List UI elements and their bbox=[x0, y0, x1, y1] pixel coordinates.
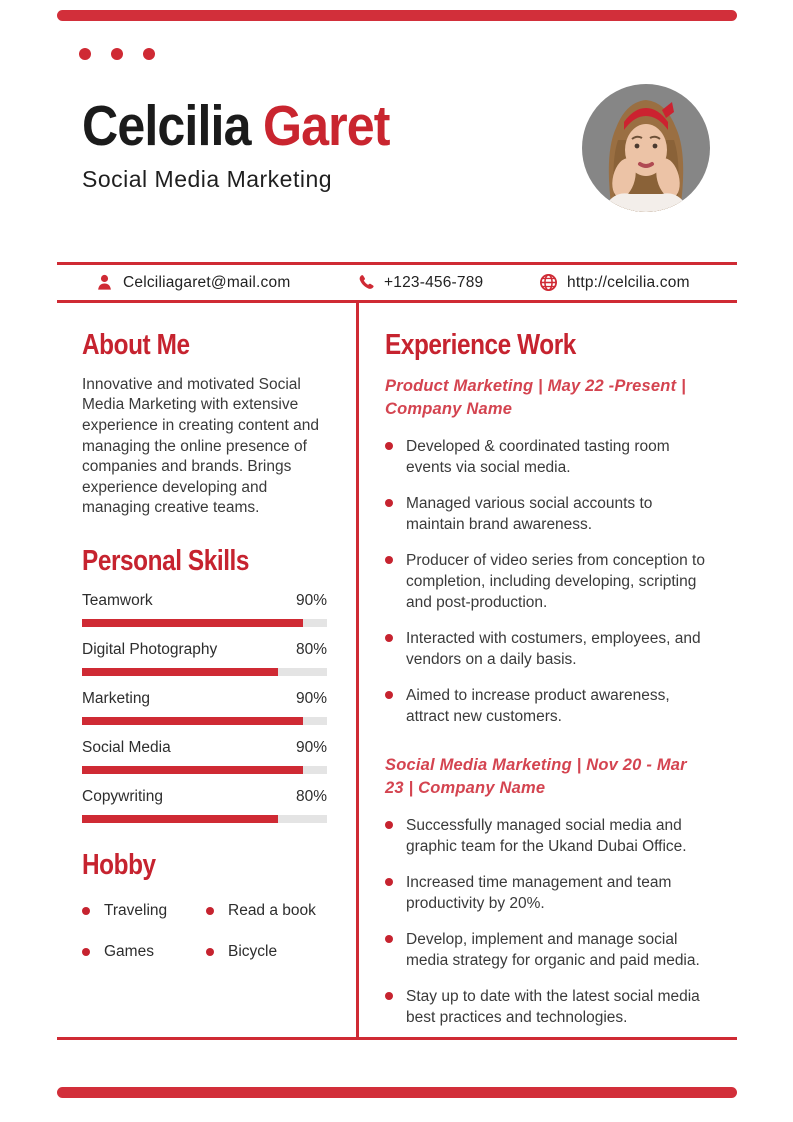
bullet-text: Successfully managed social media and graphic team for the Ukand Dubai Office. bbox=[406, 816, 687, 855]
bottom-accent-bar bbox=[57, 1087, 737, 1098]
skill-head bbox=[82, 592, 327, 610]
decorative-dots bbox=[79, 48, 155, 60]
hobby-label: Bicycle bbox=[228, 942, 278, 960]
bullet-text: Interacted with costumers, employees, and vendors on a daily basis. bbox=[406, 629, 701, 668]
hobby-item bbox=[206, 943, 332, 961]
bullet-item bbox=[385, 815, 715, 857]
experience-heading: Experience Work bbox=[385, 329, 576, 361]
profile-photo bbox=[582, 84, 710, 212]
skill-bar-track bbox=[82, 619, 327, 627]
skill-bar-track bbox=[82, 815, 327, 823]
skill-label: Copywriting bbox=[82, 787, 163, 805]
job-title-subtitle: Social Media Marketing bbox=[82, 165, 333, 192]
skill-bar-fill bbox=[82, 619, 303, 627]
dot-icon bbox=[143, 48, 155, 60]
skill-bar-fill bbox=[82, 668, 278, 676]
skill-row bbox=[82, 739, 332, 774]
hobby-heading: Hobby bbox=[82, 848, 156, 881]
email-text: Celciliagaret@mail.com bbox=[123, 273, 291, 291]
bullet-dot-icon bbox=[206, 907, 214, 915]
job-entry bbox=[385, 375, 715, 727]
bullet-dot-icon bbox=[82, 948, 90, 956]
bullet-text: Aimed to increase product awareness, attract new customers. bbox=[406, 686, 670, 725]
skill-row bbox=[82, 788, 332, 823]
hobby-item bbox=[82, 902, 206, 920]
first-name: Celcilia bbox=[82, 94, 251, 158]
bullet-dot-icon bbox=[385, 556, 393, 564]
skill-percent: 90% bbox=[295, 738, 327, 756]
skill-bar-track bbox=[82, 717, 327, 725]
contact-website bbox=[539, 265, 690, 300]
skill-bar-track bbox=[82, 668, 327, 676]
bullet-item bbox=[385, 436, 715, 478]
bullet-dot-icon bbox=[385, 499, 393, 507]
column-divider bbox=[356, 303, 359, 1037]
bullet-dot-icon bbox=[82, 907, 90, 915]
contact-email bbox=[95, 265, 290, 300]
skill-head bbox=[82, 788, 327, 806]
bullet-item bbox=[385, 550, 715, 613]
profile-photo-illustration bbox=[582, 84, 710, 212]
personal-skills-heading: Personal Skills bbox=[82, 545, 250, 578]
bullet-item bbox=[385, 685, 715, 727]
bullet-text: Producer of video series from conception to completion, including developing, scripting and post-production. bbox=[406, 551, 705, 611]
contact-phone bbox=[357, 265, 483, 300]
bullet-text: Managed various social accounts to maintain brand awareness. bbox=[406, 494, 653, 533]
phone-text: +123-456-789 bbox=[384, 273, 484, 291]
hobby-item bbox=[206, 902, 332, 920]
main-content bbox=[57, 303, 737, 1040]
contact-bar bbox=[57, 262, 737, 303]
bullet-dot-icon bbox=[385, 878, 393, 886]
bullet-item bbox=[385, 493, 715, 535]
hobby-label: Read a book bbox=[228, 901, 316, 919]
bullet-text: Develop, implement and manage social media strategy for organic and paid media. bbox=[406, 930, 700, 969]
top-accent-bar bbox=[57, 10, 737, 21]
bullet-text: Developed & coordinated tasting room events via social media. bbox=[406, 437, 670, 476]
skill-bar-fill bbox=[82, 815, 278, 823]
hobby-label: Traveling bbox=[104, 901, 168, 919]
bullet-dot-icon bbox=[385, 992, 393, 1000]
left-column bbox=[82, 303, 332, 961]
skill-label: Teamwork bbox=[82, 591, 153, 609]
website-text: http://celcilia.com bbox=[567, 273, 690, 291]
skill-label: Social Media bbox=[82, 738, 171, 756]
skill-head bbox=[82, 739, 327, 757]
skills-list bbox=[82, 592, 332, 823]
bullet-item bbox=[385, 872, 715, 914]
hobby-label: Games bbox=[104, 942, 154, 960]
last-name: Garet bbox=[262, 94, 390, 158]
job-bullets bbox=[385, 436, 715, 727]
job-bullets bbox=[385, 815, 715, 1028]
hobby-list bbox=[82, 902, 332, 961]
skill-bar-track bbox=[82, 766, 327, 774]
skill-bar-fill bbox=[82, 766, 303, 774]
skill-percent: 90% bbox=[295, 689, 327, 707]
hobby-item bbox=[82, 943, 206, 961]
skill-head bbox=[82, 641, 327, 659]
bullet-dot-icon bbox=[385, 935, 393, 943]
jobs-list bbox=[385, 375, 715, 1028]
skill-label: Marketing bbox=[82, 689, 151, 707]
person-icon bbox=[95, 273, 114, 292]
job-title-line: Product Marketing | May 22 -Present | Company Name bbox=[385, 376, 686, 418]
skill-row bbox=[82, 690, 332, 725]
skill-row bbox=[82, 641, 332, 676]
bullet-item bbox=[385, 929, 715, 971]
bullet-item bbox=[385, 628, 715, 670]
skill-label: Digital Photography bbox=[82, 640, 218, 658]
bullet-dot-icon bbox=[385, 691, 393, 699]
skill-row bbox=[82, 592, 332, 627]
right-column bbox=[385, 303, 715, 1028]
skill-percent: 80% bbox=[295, 787, 327, 805]
job-title-line: Social Media Marketing | Nov 20 - Mar 23 | Company Name bbox=[385, 755, 687, 797]
person-name bbox=[82, 94, 390, 160]
dot-icon bbox=[111, 48, 123, 60]
bullet-dot-icon bbox=[206, 948, 214, 956]
header bbox=[82, 94, 432, 193]
job-entry bbox=[385, 754, 715, 1028]
skill-percent: 90% bbox=[295, 591, 327, 609]
dot-icon bbox=[79, 48, 91, 60]
about-me-text: Innovative and motivated Social Media Marketing with extensive experience in creating content and managing the online presence of companies and brands. Brings experience developing and managing creative teams. bbox=[82, 375, 319, 517]
phone-icon bbox=[357, 274, 375, 292]
bullet-dot-icon bbox=[385, 821, 393, 829]
bullet-item bbox=[385, 986, 715, 1028]
bullet-dot-icon bbox=[385, 442, 393, 450]
globe-icon bbox=[539, 273, 558, 292]
skill-bar-fill bbox=[82, 717, 303, 725]
bullet-text: Increased time management and team productivity by 20%. bbox=[406, 873, 672, 912]
about-me-heading: About Me bbox=[82, 329, 190, 361]
bullet-dot-icon bbox=[385, 634, 393, 642]
skill-percent: 80% bbox=[295, 640, 327, 658]
bullet-text: Stay up to date with the latest social media best practices and technologies. bbox=[406, 987, 700, 1026]
skill-head bbox=[82, 690, 327, 708]
